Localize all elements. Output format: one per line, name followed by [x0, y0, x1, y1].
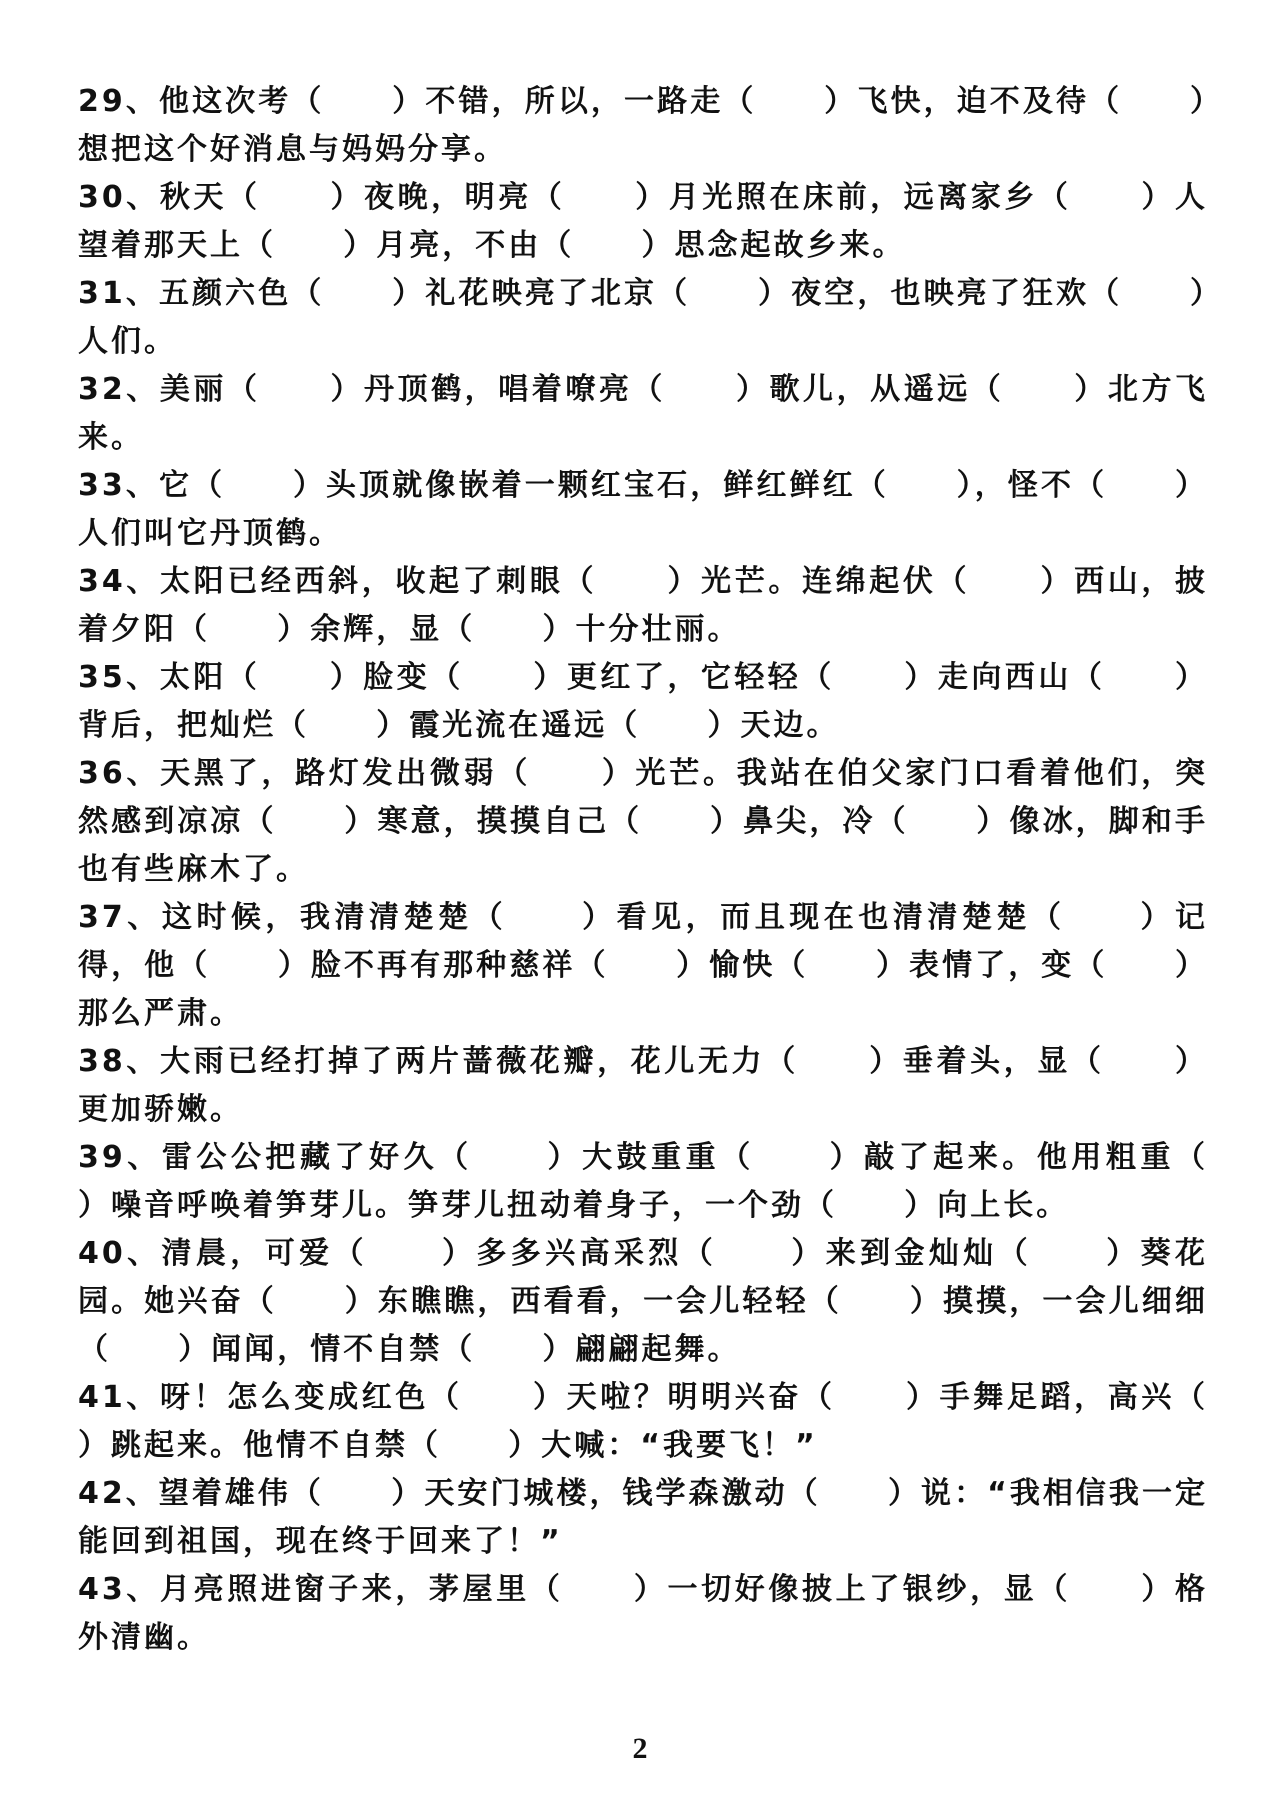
- exercise-40: 40、清晨，可爱（ ）多多兴高采烈（ ）来到金灿灿（ ）葵花园。她兴奋（ ）东瞧瞧，西看看，一会儿轻轻（ ）摸摸，一会儿细细（ ）闻闻，情不自禁（ ）翩翩起舞。: [78, 1236, 1208, 1367]
- exercise-39: 39、雷公公把藏了好久（ ）大鼓重重（ ）敲了起来。他用粗重（ ）噪音呼唤着笋芽儿。笋芽儿扭动着身子，一个劲（ ）向上长。: [78, 1140, 1276, 1223]
- exercise-list: [78, 78, 1276, 1662]
- exercise-35: 35、太阳（ ）脸变（ ）更红了，它轻轻（ ）走向西山（ ）背后，把灿烂（ ）霞光流在遥远（ ）天边。: [78, 660, 1208, 743]
- exercise-30: 30、秋天（ ）夜晚，明亮（ ）月光照在床前，远离家乡（ ）人望着那天上（ ）月亮，不由（ ）思念起故乡来。: [78, 180, 1208, 263]
- exercise-34: 34、太阳已经西斜，收起了刺眼（ ）光芒。连绵起伏（ ）西山，披着夕阳（ ）余辉，显（ ）十分壮丽。: [78, 564, 1208, 647]
- exercise-31: 31、五颜六色（ ）礼花映亮了北京（ ）夜空，也映亮了狂欢（ ）人们。: [78, 276, 1208, 359]
- page-number: 2: [632, 1732, 648, 1765]
- exercise-36: 36、天黑了，路灯发出微弱（ ）光芒。我站在伯父家门口看着他们，突然感到凉凉（ ）寒意，摸摸自己（ ）鼻尖，冷（ ）像冰，脚和手也有些麻木了。: [78, 756, 1208, 887]
- exercise-32: 32、美丽（ ）丹顶鹤，唱着嘹亮（ ）歌儿，从遥远（ ）北方飞来。: [78, 372, 1208, 455]
- exercise-42: 42、望着雄伟（ ）天安门城楼，钱学森激动（ ）说：“我相信我一定能回到祖国，现在终于回来了！”: [78, 1476, 1208, 1559]
- exercise-38: 38、大雨已经打掉了两片蔷薇花瓣，花儿无力（ ）垂着头，显（ ）更加骄嫩。: [78, 1044, 1208, 1127]
- exercise-33: 33、它（ ）头顶就像嵌着一颗红宝石，鲜红鲜红（ ），怪不（ ）人们叫它丹顶鹤。: [78, 468, 1208, 551]
- exercise-29: 29、他这次考（ ）不错，所以，一路走（ ）飞快，迫不及待（ ）想把这个好消息与妈妈分享。: [78, 84, 1208, 167]
- exercise-37: 37、这时候，我清清楚楚（ ）看见，而且现在也清清楚楚（ ）记得，他（ ）脸不再有那种慈祥（ ）愉快（ ）表情了，变（ ）那么严肃。: [78, 900, 1208, 1031]
- exercise-41: 41、呀！怎么变成红色（ ）天啦？明明兴奋（ ）手舞足蹈，高兴（ ）跳起来。他情不自禁（ ）大喊：“我要飞！”: [78, 1380, 1276, 1463]
- exercise-43: 43、月亮照进窗子来，茅屋里（ ）一切好像披上了银纱，显（ ）格外清幽。: [78, 1572, 1208, 1655]
